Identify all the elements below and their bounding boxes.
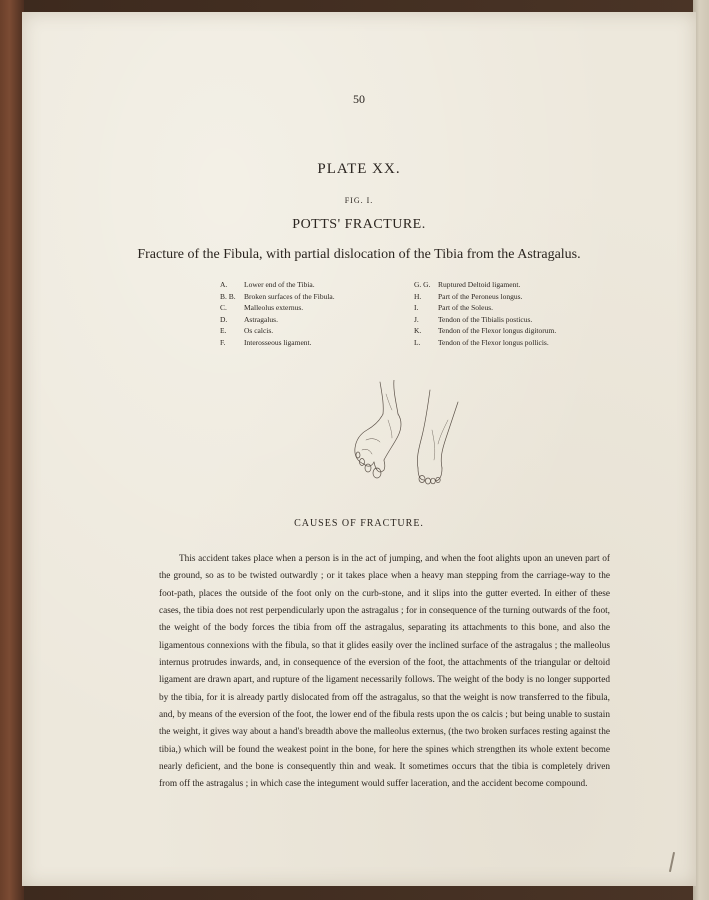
legend-key: J. bbox=[414, 314, 419, 324]
legend-description: Astragalus. bbox=[244, 314, 278, 324]
feet-sketch-icon bbox=[322, 380, 472, 490]
legend-description: Tendon of the Flexor longus digitorum. bbox=[438, 326, 557, 336]
legend-description: Part of the Peroneus longus. bbox=[438, 291, 523, 301]
legend-description: Os calcis. bbox=[244, 326, 274, 336]
legend-key: B. B. bbox=[220, 291, 236, 301]
book-spine-edge bbox=[0, 0, 24, 900]
book-page bbox=[22, 12, 696, 886]
legend-item bbox=[220, 314, 410, 326]
legend-description: Ruptured Deltoid ligament. bbox=[438, 280, 521, 289]
subtitle: Fracture of the Fibula, with partial dislocation of the Tibia from the Astragalus. bbox=[137, 247, 581, 262]
legend-item bbox=[414, 279, 614, 291]
legend-key: I. bbox=[414, 303, 419, 313]
legend-description: Lower end of the Tibia. bbox=[244, 280, 315, 289]
legend-item bbox=[414, 314, 614, 326]
legend-item bbox=[414, 302, 614, 314]
legend-description: Broken surfaces of the Fibula. bbox=[244, 291, 335, 301]
legend-key: D. bbox=[220, 314, 228, 324]
legend-description: Malleolus externus. bbox=[244, 303, 304, 313]
legend-item bbox=[414, 325, 614, 337]
legend-description: Tendon of the Flexor longus pollicis. bbox=[438, 337, 549, 347]
legend-key: G. G. bbox=[414, 280, 431, 289]
legend-key: C. bbox=[220, 303, 227, 313]
legend-item bbox=[414, 291, 614, 303]
legend-item bbox=[220, 291, 410, 303]
legend-key: L. bbox=[414, 337, 421, 347]
legend-description: Tendon of the Tibialis posticus. bbox=[438, 314, 533, 324]
figure-label: FIG. I. bbox=[344, 196, 374, 205]
legend-item bbox=[414, 337, 614, 349]
legend-key: H. bbox=[414, 291, 422, 301]
body-paragraph: This accident takes place when a person is in the act of jumping, and when the foot alights upon an uneven part of the ground, so as to be twisted outwardly ; or it takes place when a heavy man stepping from the carriage-way to the foot-path, places the outside of the foot only on the curb-stone, and it slips into the gutter everted. In either of these cases, the tibia does not rest perpendicularly upon the astragalus ; for in consequence of the turning outwards of the foot, the weight of the body forces the tibia from off the astragalus, separating its attachments to this bone, and also the ligamentous connexions with the fibula, so that it glides easily over the inclined surface of the astragalus ; the malleolus internus protrudes inwards, and, in consequence of the eversion of the foot, the attachments of the triangular or deltoid ligament are drawn apart, and rupture of the ligament necessarily follows. The weight of the body is no longer supported by the tibia, for it is already partly dislocated from off the astragalus, so that the weight is now transferred to the fibula, and, by means of the eversion of the foot, the lower end of the fibula rests upon the os calcis ; but being unable to sustain the weight, it gives way about a hand's breadth above the malleolus externus, (the two broken surfaces resting against the tibia,) which will be found the weakest point in the bone, for here the spines which strengthen its whole extent become nearly deficient, and the bone is consequently thin and weak. It sometimes occurs that the tibia is completely driven from off the astragalus ; in which case the integument would suffer laceration, and the accident become compound. bbox=[159, 554, 610, 790]
legend-item bbox=[220, 337, 410, 349]
legend-item bbox=[220, 302, 410, 314]
legend-key: E. bbox=[220, 326, 227, 336]
legend-left-column bbox=[220, 279, 410, 349]
legend-description: Part of the Soleus. bbox=[438, 303, 493, 313]
legend-right-column bbox=[414, 279, 614, 349]
legend-key: A. bbox=[220, 280, 228, 289]
legend-item bbox=[220, 325, 410, 337]
plate-title: PLATE XX. bbox=[317, 161, 401, 177]
section-heading: CAUSES OF FRACTURE. bbox=[294, 518, 424, 529]
legend-description: Interosseous ligament. bbox=[244, 337, 312, 347]
legend-item bbox=[220, 279, 410, 291]
main-title: POTTS' FRACTURE. bbox=[292, 217, 426, 232]
legend-key: K. bbox=[414, 326, 422, 336]
legend-key: F. bbox=[220, 337, 226, 347]
page-number: 50 bbox=[353, 92, 365, 106]
